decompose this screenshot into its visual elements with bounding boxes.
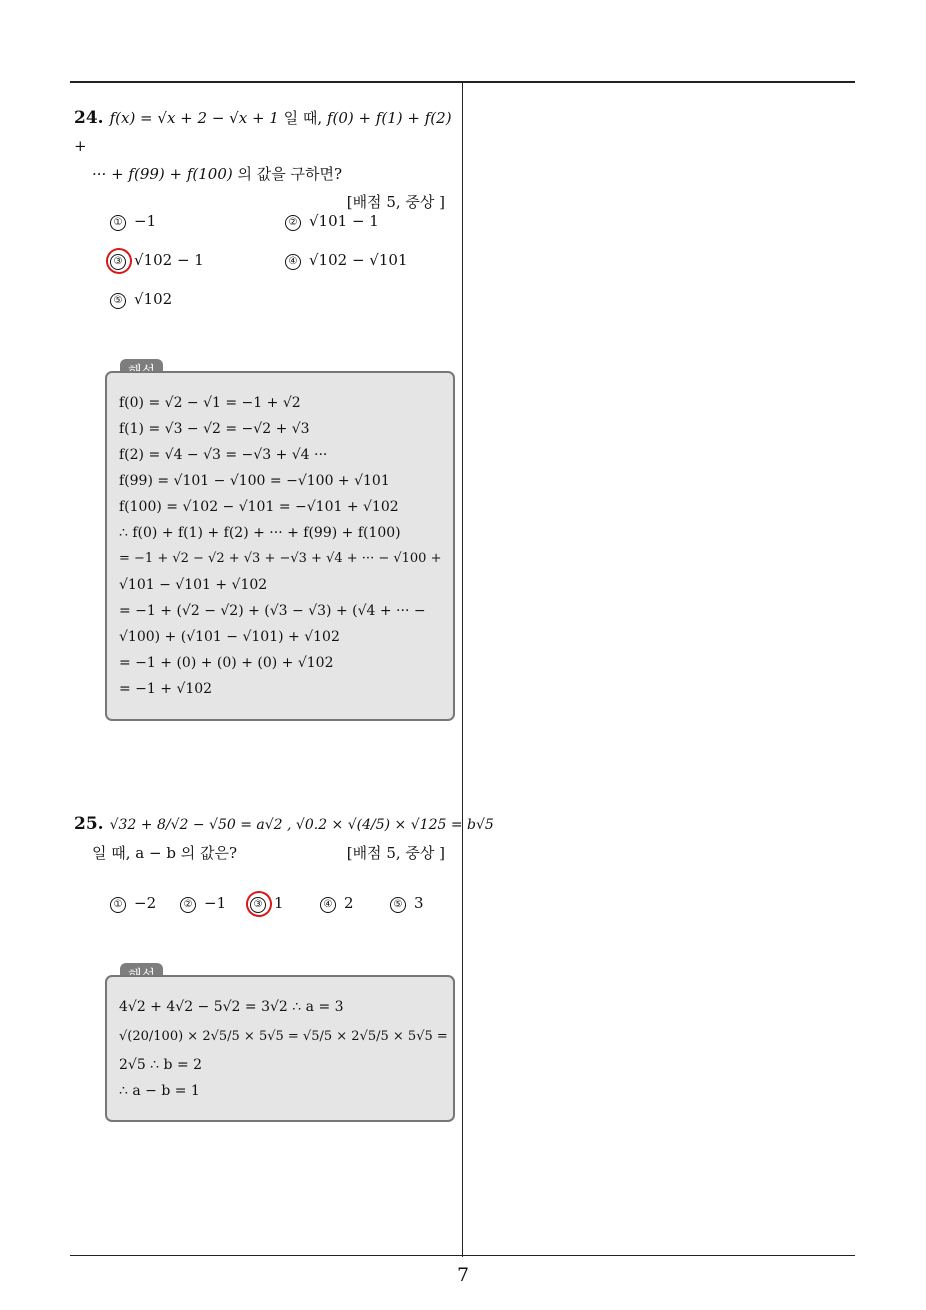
solution-line: = −1 + √2 − √2 + √3 + −√3 + √4 + ··· − √100 + [119,551,442,566]
solution-line: f(1) = √3 − √2 = −√2 + √3 [119,421,310,437]
stem-math: f(x) = √x + 2 − √x + 1 [109,109,279,127]
choice-text: √102 [134,290,173,308]
choice-2[interactable] [180,894,226,913]
choice-number: ④ [285,254,301,270]
solution-line: ∴ f(0) + f(1) + f(2) + ··· + f(99) + f(100) [119,525,401,541]
solution-line: f(2) = √4 − √3 = −√3 + √4 ··· [119,447,328,463]
stem-math: ··· + f(99) + f(100) [92,165,233,183]
choice-text: 1 [274,894,284,912]
question-number: 25. [74,814,104,834]
choice-text: √102 − 1 [134,251,204,269]
solution-line: √101 − √101 + √102 [119,577,268,593]
solution-line: = −1 + √102 [119,681,213,697]
solution-line: ∴ a − b = 1 [119,1083,200,1099]
question-number: 24. [74,108,104,128]
stem-tail: f(0) + f(1) + f(2) + [74,109,452,155]
stem-text: 일 때, [283,109,323,127]
stem-text: 의 값을 구하면? [237,165,343,183]
answer-mark-circle [103,245,136,278]
choice-text: −1 [134,212,157,230]
choice-5[interactable] [110,290,172,309]
question-25-line1 [74,810,494,839]
choice-number: ④ [320,897,336,913]
solution-line: f(0) = √2 − √1 = −1 + √2 [119,395,301,411]
bottom-rule [70,1255,855,1256]
choice-number: ⑤ [390,897,406,913]
solution-line: f(100) = √102 − √101 = −√101 + √102 [119,499,399,515]
solution-line: f(99) = √101 − √100 = −√100 + √101 [119,473,390,489]
choice-number: ③ [110,254,126,270]
score-label: [배점 5, 중상 ] [346,844,445,862]
solution-line: 2√5 ∴ b = 2 [119,1057,203,1073]
question-24-line2 [74,160,459,188]
choice-4[interactable] [320,894,354,913]
question-25 [74,810,494,867]
choice-1[interactable] [110,212,156,231]
choice-text: −1 [204,894,227,912]
choice-text: −2 [134,894,157,912]
choice-text: √101 − 1 [309,212,379,230]
solution-line: = −1 + (√2 − √2) + (√3 − √3) + (√4 + ··· − [119,603,426,619]
choice-text: 2 [344,894,354,912]
choice-2[interactable] [285,212,379,231]
choice-number: ③ [250,897,266,913]
choice-number: ② [180,897,196,913]
choice-number: ⑤ [110,293,126,309]
solution-line: = −1 + (0) + (0) + (0) + √102 [119,655,334,671]
choice-text: √102 − √101 [309,251,408,269]
question-25-line2 [74,839,459,867]
choice-4[interactable] [285,251,407,270]
solution-line: √100) + (√101 − √101) + √102 [119,629,340,645]
question-24 [74,104,459,216]
choice-number: ① [110,215,126,231]
choice-text: 3 [414,894,424,912]
solution-box [105,371,455,721]
stem-math: √32 + 8/√2 − √50 = a√2 , √0.2 × √(4/5) × √125 = b√5 [109,817,494,833]
stem-text: 일 때, a − b 의 값은? [92,844,237,862]
choice-1[interactable] [110,894,156,913]
answer-mark-circle [243,888,276,921]
solution-box [105,975,455,1122]
page-number: 7 [456,1264,470,1286]
score-label: [배점 5, 중상 ] [346,193,445,211]
solution-line: √(20/100) × 2√5/5 × 5√5 = √5/5 × 2√5/5 × 5√5 = [119,1029,448,1044]
column-divider [462,82,463,1257]
choice-5[interactable] [390,894,424,913]
choice-number: ② [285,215,301,231]
question-24-line1 [74,104,459,160]
solution-line: 4√2 + 4√2 − 5√2 = 3√2 ∴ a = 3 [119,999,344,1015]
choice-number: ① [110,897,126,913]
